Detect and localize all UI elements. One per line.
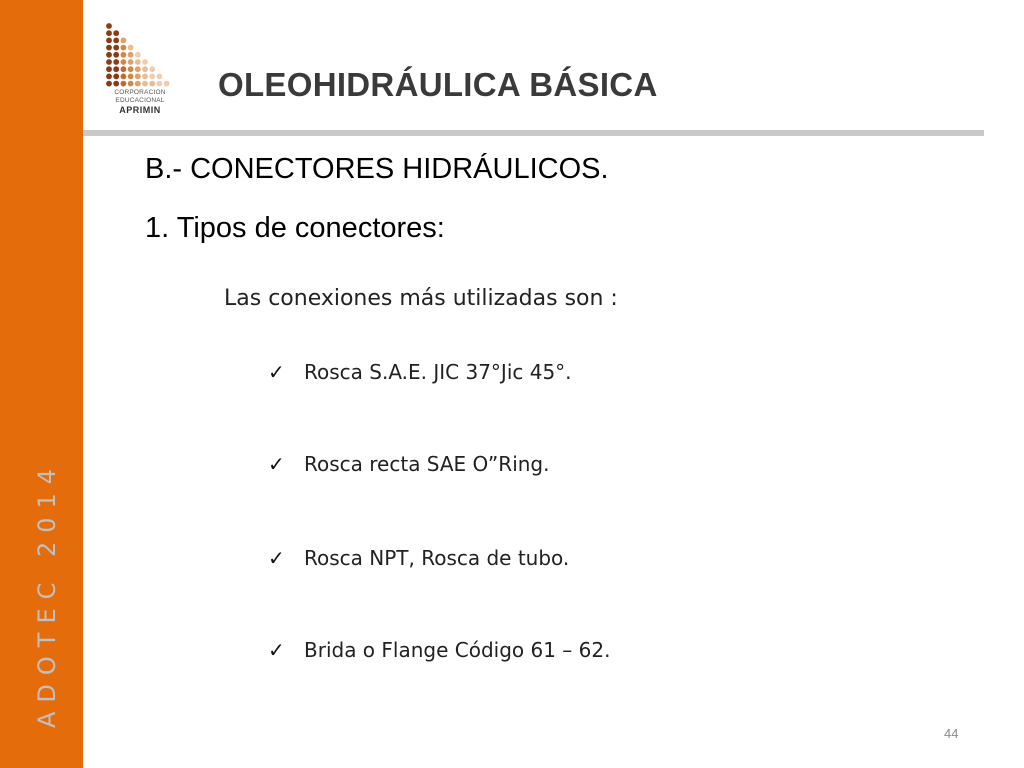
logo-dot bbox=[157, 81, 163, 87]
sidebar-vertical-text: ADOTEC 2014 bbox=[33, 459, 61, 728]
orange-sidebar bbox=[0, 0, 83, 768]
checkmark-icon: ✓ bbox=[268, 360, 285, 384]
logo-dot bbox=[157, 74, 163, 80]
logo-dot bbox=[106, 30, 112, 36]
logo-dot bbox=[135, 81, 141, 87]
list-item-text: Rosca NPT, Rosca de tubo. bbox=[304, 546, 570, 570]
list-item bbox=[268, 452, 549, 476]
logo-dot bbox=[121, 52, 127, 58]
slide-title: OLEOHIDRÁULICA BÁSICA bbox=[218, 66, 658, 103]
logo-dot bbox=[113, 74, 119, 80]
list-item-text: Rosca recta SAE O”Ring. bbox=[304, 452, 550, 476]
logo-dot bbox=[106, 23, 112, 29]
logo-dot bbox=[149, 81, 155, 87]
logo-dot bbox=[113, 38, 119, 44]
logo-dot bbox=[106, 52, 112, 58]
logo-dot bbox=[121, 74, 127, 80]
logo-brand-name: APRIMIN bbox=[119, 105, 161, 115]
logo-dot bbox=[121, 45, 127, 51]
checkmark-icon: ✓ bbox=[268, 452, 285, 476]
list-item bbox=[268, 360, 572, 384]
logo-dot bbox=[142, 81, 148, 87]
list-item-text: Brida o Flange Código 61 – 62. bbox=[304, 638, 611, 662]
logo-dot bbox=[106, 45, 112, 51]
logo-dot bbox=[135, 74, 141, 80]
checkmark-icon: ✓ bbox=[268, 546, 285, 570]
logo-dot bbox=[106, 74, 112, 80]
logo-dot bbox=[149, 74, 155, 80]
logo-dot bbox=[135, 59, 141, 65]
page-number: 44 bbox=[944, 726, 959, 741]
intro-text: Las conexiones más utilizadas son : bbox=[224, 286, 618, 311]
logo-dot bbox=[106, 59, 112, 65]
logo-dot bbox=[121, 59, 127, 65]
logo-dot bbox=[106, 81, 112, 87]
logo-dot bbox=[135, 66, 141, 72]
title-divider bbox=[83, 130, 984, 136]
logo-dot bbox=[113, 45, 119, 51]
logo-dot bbox=[142, 74, 148, 80]
logo-dot bbox=[113, 66, 119, 72]
logo-dot bbox=[142, 66, 148, 72]
logo-dot bbox=[113, 30, 119, 36]
logo-dot bbox=[128, 59, 134, 65]
logo-dot bbox=[128, 81, 134, 87]
logo-dot bbox=[164, 81, 170, 87]
logo-dot bbox=[106, 38, 112, 44]
logo-dot bbox=[128, 45, 134, 51]
logo-caption-line2: EDUCACIONAL bbox=[115, 97, 165, 104]
logo-dot bbox=[149, 66, 155, 72]
section-subheading: 1. Tipos de conectores: bbox=[145, 212, 445, 244]
logo-dot bbox=[128, 66, 134, 72]
logo-dot bbox=[113, 59, 119, 65]
logo-dot bbox=[121, 81, 127, 87]
logo-dot bbox=[142, 59, 148, 65]
logo-caption-line1: CORPORACION bbox=[114, 89, 166, 96]
logo-dot bbox=[121, 66, 127, 72]
logo-dot bbox=[128, 52, 134, 58]
logo-dot bbox=[113, 52, 119, 58]
section-heading: B.- CONECTORES HIDRÁULICOS. bbox=[145, 153, 609, 185]
logo-dot bbox=[113, 81, 119, 87]
logo-dot bbox=[106, 66, 112, 72]
list-item-text: Rosca S.A.E. JIC 37°Jic 45°. bbox=[304, 360, 572, 384]
logo-dot bbox=[128, 74, 134, 80]
logo-dot bbox=[135, 52, 141, 58]
list-item bbox=[268, 638, 610, 662]
checkmark-icon: ✓ bbox=[268, 638, 285, 662]
list-item bbox=[268, 546, 569, 570]
logo-dot bbox=[121, 38, 127, 44]
